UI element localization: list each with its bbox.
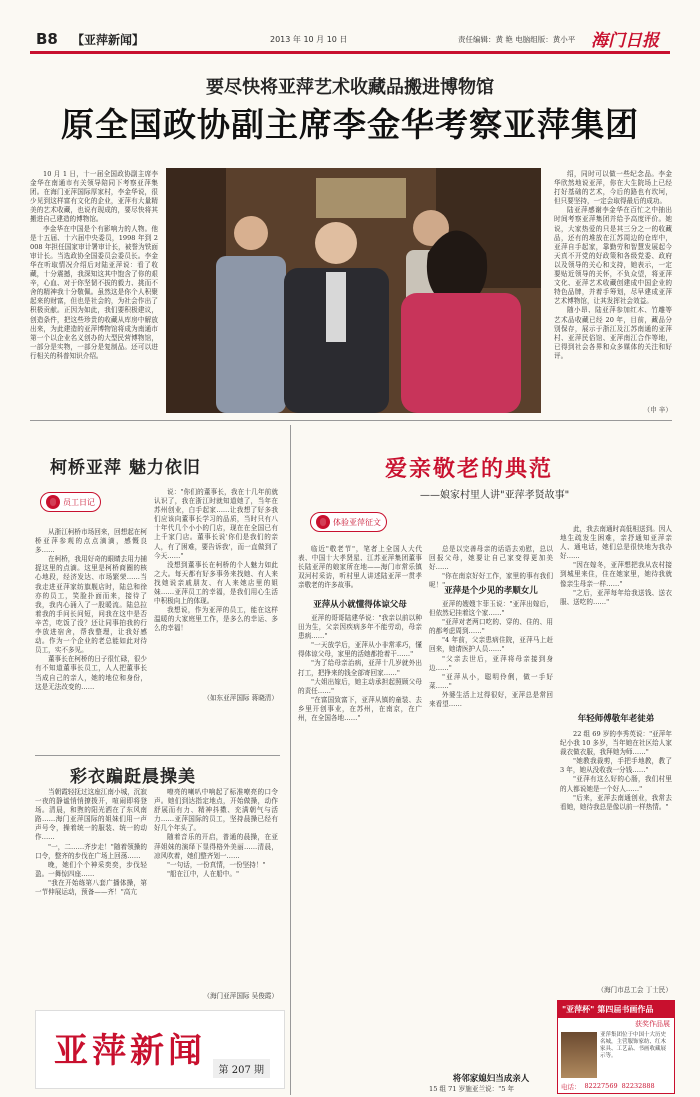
divider — [35, 755, 280, 756]
exercise-column-2 — [154, 788, 278, 986]
paragraph: 随小昂、陆亚萍参加红木、竹雕等艺术品收藏已经 20 年，目前，藏品分别保存，展示于浙江及江苏南通的亚萍村、亚萍民俗馆、亚萍南江合作等地，已得到社会各界和众多媒体的关注和好评。 — [554, 306, 672, 360]
lead-headline: 原全国政协副主席李金华考察亚萍集团 — [61, 105, 639, 144]
paragraph: 陆亚萍感谢李金华在百忙之中抽出时间考察亚萍集团并给予高度评价。她说，大家热爱的只是其三分之一的收藏品，还有的堆放在江苏周边的仓库中，亚萍自手起家，靠勤劳和智慧发展起今天真不开党的好政策和各级党委、政府以及领导的关心和支持，她表示，一定要贴近领导的关怀，不负众望，将亚萍文化、亚萍艺术收藏创建成中国企业的特色品牌，并着手筹划，尽早建成亚萍艺术博物馆，让其发挥社会效益。 — [554, 206, 672, 306]
elder-title: 爱亲敬老的典范 — [385, 456, 554, 482]
paragraph: 说："你们的董事长，我在十几年前就认识了，我在浙江时就知道她了，当年在苏州创业，白手起家……让我想了好多我们应该向董事长学习的品质，当时只有八十年代几个小小的门店，现在在全国已有上千家门店。董事长说'你们是我们的亲人，有了困难，要告诉我'，而一直做到了今天……" — [154, 488, 278, 560]
paragraph: "大姐出嫁后，她主动承担起照顾父母的责任……" — [298, 677, 422, 695]
paragraph: 从浙江柯桥市场回来，回想起在柯桥亚萍参观的点点滴滴，感慨良多…… — [35, 528, 147, 555]
advertisement — [557, 1000, 675, 1094]
paragraph: 当朝霞轻抚过这座江南小城，沉寂一夜的静谧悄悄撩拨开，喧闹即将登场。清晨，和煦的阳光洒在了东风南路……海门亚萍国际的姐妹们用一声声号令，操着统一的服装、统一的动作…… — [35, 788, 147, 842]
elder-column-2-top — [429, 545, 553, 590]
ad-line-2: 获奖作品展 — [635, 1020, 670, 1028]
elder-subhead-1: 亚萍从小就懂得体谅父母 — [313, 600, 407, 610]
paragraph: 随着音乐的开启，普通的晨操，在亚萍姐妹的演绎下显得格外美丽……清晨，凉风吹着，她们整齐划一…… — [154, 833, 278, 860]
paragraph: 10 月 1 日，十一届全国政协副主席李金华在南通市有关领导陪同下考察亚萍集团。在海门亚萍国际厚家村，李金华说，很少见到这样富有文化的企业，亚萍有大量精美的艺术收藏，也说有现成的，要尽快将其搬进自己建造的博物馆。 — [30, 170, 158, 224]
keqiao-title: 柯桥亚萍 魅力依旧 — [50, 458, 201, 478]
paragraph: 外婆生活上过得很好，亚萍总是常回来看望…… — [429, 690, 553, 709]
badge-label: 体验亚萍征文 — [333, 517, 381, 527]
elder-badge — [310, 512, 387, 532]
paragraph: "4 年前，父亲患病住院，亚萍马上赶回来，她请医护人员……" — [429, 636, 553, 654]
column-divider — [290, 425, 291, 1095]
paragraph: "之后，亚萍每年给我送钱、送衣服、送吃的……" — [560, 588, 672, 606]
paragraph: 亚萍的哥哥陆建华说："我亲以前以种田为生，父亲因疾病多年不能劳动，母亲患病……" — [298, 614, 422, 641]
diary-icon — [46, 495, 60, 509]
paragraph: 临近"敬老节"，笔者上全国人大代表、中国十大孝贤星、江苏亚萍集团董事长陆亚萍的娘家所在地——海门市常乐镇双河村采访，听村里人讲述陆亚萍一贯孝亲敬老的许多故事。 — [298, 545, 422, 590]
header-rule — [30, 51, 670, 54]
page-number: B8 — [36, 30, 58, 48]
paragraph: 李金华在中国是个有影响力的人物。他是十五届、十六届中央委员，1998 年到 2008 年担任国家审计署审计长，被誉为铁面审计长。当选政协全国委员会委员长。李金华在听取情况介绍后对陆亚萍说：看了收藏，十分震撼，我深知这其中饱含了你的艰辛，心血、对于你坚韧不拔的毅力、挑而不舍的精神我十分敬佩。虽然这是你个人积聚起来的财富，但也是社会的，为社会作出了积极贡献。正因为如此，我们要积极建议，创造条件，把这些珍贵的收藏从库房中解放出来，为此建造的亚萍博物馆将成为南通市第一个以企业名义创办的大型民营博物馆，一部分是实物，一部分是复制品。还可以进行相关的科普知识介绍。 — [30, 224, 158, 360]
paragraph: "我在开始练第八套广播体操，第一节伸展运动，预备——齐！"高亢 — [35, 878, 147, 897]
lead-column-right — [554, 170, 672, 410]
paragraph: "亚萍有这么好的心肠，我们村里的人都说她是一个好人……" — [560, 775, 672, 793]
paragraph: "父亲去世后，亚萍将母亲接到身边……" — [429, 654, 553, 672]
elder-subhead-3: 将邻家媳妇当成亲人 — [452, 1074, 530, 1084]
paragraph: "你在南京好好工作，家里的事有我们呢！" — [429, 572, 553, 590]
keqiao-signature: （如东亚萍国际 蒋晓清） — [203, 694, 278, 702]
paragraph: "她教我裁剪，手把手地教，教了 3 年，她从没收我一分钱……" — [560, 757, 672, 775]
paragraph: 绍，同时可以做一些纪念品。李金华欣然地说亚萍，你在大生院场上已经打好基础的艺术，今后的路也有坎坷，但只要坚持，一定会取得最后的成功。 — [554, 170, 672, 206]
paragraph: "因在嫁冬，亚萍想把我从农村接到城里来住，住在她家里，她待我就像亲生母亲一样……" — [560, 561, 672, 588]
issue-number: 第 207 期 — [213, 1059, 270, 1078]
paragraph: "一句话，一份真情，一份坚持！" — [167, 860, 266, 869]
paragraph: 我想说，作为亚萍的员工，能在这样温暖的大家庭里工作，是多么的幸运、多么的幸福！ — [154, 606, 278, 633]
ad-banner — [558, 1001, 674, 1018]
paragraph: 22 组 69 岁的李秀英说："亚萍年纪小我 10 多岁，当年她在社区给人家裁衣做衣服，我拜她为师……" — [560, 730, 672, 757]
badge-label: 员工日记 — [63, 497, 95, 507]
phone-number: 82227569 — [584, 1082, 618, 1090]
photo-people-figure — [166, 168, 541, 413]
ad-phones — [558, 1080, 674, 1093]
right-column-top — [560, 525, 672, 695]
issue-date: 2013 年 10 月 10 日 — [270, 35, 348, 44]
section-name: 【亚萍新闻】 — [72, 33, 145, 47]
paragraph: "船在江中，人在船中。" — [167, 869, 240, 878]
brand-title: 亚萍新闻 — [54, 1031, 206, 1071]
paragraph: "亚萍从小，聪明伶俐，做一手好菜……" — [429, 672, 553, 690]
elder-column-2 — [429, 600, 553, 1070]
exercise-signature: （海门亚萍国际 吴俊霞） — [203, 992, 278, 1000]
paragraph: "一，二……齐步走！"随着领操的口令，整齐的步伐在广场上回荡…… — [35, 842, 147, 860]
keqiao-column-2 — [154, 488, 278, 688]
lead-subhead: 要尽快将亚萍艺术收藏品搬进博物馆 — [206, 77, 494, 98]
paragraph: "后来，亚萍去南通创业，我常去看她，她待我总是像以前一样热情。" — [560, 793, 672, 811]
paragraph: "亚萍对老两口吃的、穿的、住的、用的都考虑周到……" — [429, 618, 553, 636]
elder-subhead-2: 亚萍是个少见的孝顺女儿 — [444, 586, 538, 596]
right-signature: （海门市总工会 丁士民） — [597, 986, 672, 994]
exercise-column-1 — [35, 788, 147, 1000]
divider — [30, 420, 672, 421]
paragraph: 总是以完善母亲的话语去劝慰，总以回报父母，她要让自己家变得更加美好…… — [429, 545, 553, 572]
newsletter-brand-box — [35, 1010, 285, 1089]
elder-intro — [298, 545, 422, 593]
lead-signature: （申 辛） — [643, 406, 672, 414]
paragraph: "在富国致富下，亚萍从镇的童装、去乡里开创事业，在苏州，在南京，在广州，在全国各地……" — [298, 695, 422, 723]
paragraph: 此，我去南通时高低相送到。因人地生疏发生困难，亲抒通知亚萍亲人、通电话，她们总是很快地为我办好…… — [560, 525, 672, 561]
keqiao-badge — [40, 492, 101, 512]
keqiao-column-1 — [35, 528, 147, 753]
ad-photo — [561, 1032, 597, 1078]
right-column-bottom — [560, 730, 672, 980]
elder-foot-text: 15 组 71 岁施亚兰说："5 年 — [429, 1085, 515, 1093]
paragraph: 董事长在柯桥的日子很忙碌，很少有不知道董事长员工，人人把董事长当成自己的亲人，她的地位和身份，这是无法改变的…… — [35, 655, 147, 691]
phone-number: 82232888 — [621, 1082, 655, 1090]
essay-icon — [316, 515, 330, 529]
exercise-title: 彩衣蹁跹晨操美 — [70, 767, 196, 787]
ad-line-1: 第四届书画作品 — [597, 1004, 654, 1014]
paragraph: 嘹亮的喇叭中响起了标准嘹亮的口令声。她们到达指定地点，开始做操，动作舒展而有力、精神抖擞、充满朝气与活力……亚萍国际的员工，坚持晨操已经有好几个年头了。 — [154, 788, 278, 833]
paragraph: 亚萍的嫂嫂卞菲玉说："亚萍出嫁后，但依然记挂着这个家……" — [429, 600, 553, 618]
paragraph: 没想到董事长在柯桥的个人魅力如此之大。每天都有好多事务来找她、有人来找她说亲戚朋友、有人来她店里的姐妹……亚萍员工的幸福，是我们用心生活中积极向上的体现。 — [154, 560, 278, 606]
lead-column-left — [30, 170, 158, 415]
paragraph: 晚，她们个个神采奕奕，步伐轻盈。一舞惊四座…… — [35, 860, 147, 878]
phone-label: 电话： — [561, 1083, 581, 1091]
editor-credit: 责任编辑：黄 艳 电脑组版：黄小平 — [458, 35, 576, 44]
right-subhead: 年轻师傅敬年老徒弟 — [577, 714, 655, 724]
paragraph: "为了给母亲治病，亚萍十几岁就外出打工，把挣来的钱全部寄回家……" — [298, 659, 422, 677]
lead-photo — [166, 168, 541, 413]
elder-column-1 — [298, 614, 422, 1092]
elder-subtitle: ——娘家村里人讲"亚萍孝贤故事" — [420, 490, 570, 501]
newspaper-logo: 海门日报 — [591, 31, 659, 51]
ad-brand: "亚萍杯" — [562, 1004, 595, 1014]
paragraph: "一天放学后，亚萍从小非常乖巧，懂得体谅父母，家里的活她都抢着干……" — [298, 641, 422, 659]
ad-description: 亚萍集团位于中国十大历史名城，主营服饰家纺、红木家具、工艺品、书画收藏展示等。 — [600, 1032, 667, 1059]
paragraph: 在柯桥，我用好奇的眼睛去用力捕捉这里的点滴。这里是柯桥商圈的核心地段，经济发达、市场繁荣……当我走进亚萍家纺旗舰店时，陆总和徐亦的员工，笑脸扑面而来，接待了我，我内心涌入了一股暖流。陆总拉着我的手问长问短，问我在这中是否辛苦，吃饭了没？还让同事拍我的行李放进宿舍，帮我整理，让我好感动。作为一个企业的老总能如此对待员工，实不多见。 — [35, 555, 147, 655]
